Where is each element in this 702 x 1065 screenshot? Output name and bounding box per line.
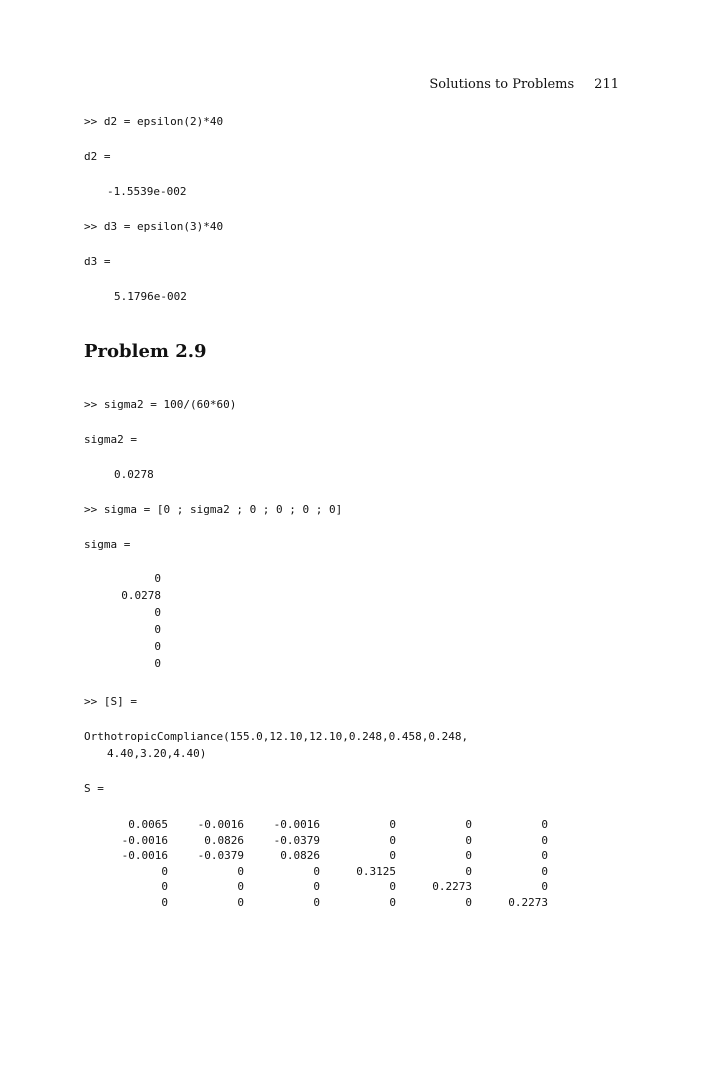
sigma-element: 0: [154, 606, 161, 619]
sigma-element: 0: [154, 640, 161, 653]
matrix-cell: 0: [237, 880, 244, 893]
matrix-cell: 0: [541, 849, 548, 862]
matrix-cell: 0: [389, 849, 396, 862]
matrix-cell: 0: [541, 818, 548, 831]
command-d2: >> d2 = epsilon(2)*40: [84, 115, 224, 128]
d2-value: -1.5539e-002: [107, 185, 187, 198]
matrix-cell: 0: [541, 864, 548, 878]
matrix-cell: 0: [389, 880, 396, 893]
function-call-line-2: 4.40,3.20,4.40): [107, 747, 207, 760]
matrix-row: [92, 833, 548, 849]
matrix-cell: 0: [465, 818, 472, 831]
command-sigma: >> sigma = [0 ; sigma2 ; 0 ; 0 ; 0 ; 0]: [84, 503, 343, 516]
command-d3: >> d3 = epsilon(3)*40: [84, 220, 224, 233]
matrix-cell: 0.0826: [204, 833, 244, 847]
S-label: S =: [84, 782, 104, 795]
page-number: 211: [594, 77, 619, 92]
matrix-cell: 0: [237, 864, 244, 878]
matrix-cell: 0: [313, 864, 320, 878]
matrix-row: [92, 895, 548, 911]
matrix-cell: 0: [541, 880, 548, 893]
matrix-cell: 0: [161, 864, 168, 878]
matrix-cell: 0.0826: [280, 849, 320, 862]
command-S: >> [S] =: [84, 695, 137, 708]
matrix-cell: -0.0016: [197, 818, 244, 831]
matrix-cell: -0.0016: [273, 818, 320, 831]
matrix-cell: 0: [161, 880, 168, 893]
matrix-cell: 0: [541, 833, 548, 847]
matrix-cell: -0.0016: [121, 833, 168, 847]
sigma-element: 0: [154, 657, 161, 670]
matrix-row: [92, 817, 548, 833]
d3-value: 5.1796e-002: [114, 290, 187, 303]
sigma2-value: 0.0278: [114, 468, 154, 481]
d2-label: d2 =: [84, 150, 111, 163]
matrix-cell: 0: [465, 849, 472, 862]
matrix-cell: 0: [161, 895, 168, 909]
matrix-cell: 0.2273: [508, 895, 548, 909]
matrix-cell: 0.2273: [432, 880, 472, 893]
matrix-row: [92, 864, 548, 880]
matrix-cell: 0: [313, 880, 320, 893]
matrix-cell: 0: [237, 895, 244, 909]
matrix-cell: 0: [389, 895, 396, 909]
matrix-cell: 0: [389, 818, 396, 831]
sigma-vector: [84, 570, 161, 672]
matrix-cell: 0: [465, 864, 472, 878]
command-sigma2: >> sigma2 = 100/(60*60): [84, 398, 237, 411]
matrix-cell: 0: [465, 833, 472, 847]
sigma-element: 0: [154, 572, 161, 585]
matrix-cell: -0.0379: [197, 849, 244, 862]
matrix-cell: -0.0016: [121, 849, 168, 862]
matrix-row: [92, 879, 548, 895]
matrix-cell: 0: [313, 895, 320, 909]
sigma-element: 0: [154, 623, 161, 636]
matrix-row: [92, 848, 548, 864]
matrix-cell: 0: [389, 833, 396, 847]
sigma2-label: sigma2 =: [84, 433, 137, 446]
d3-label: d3 =: [84, 255, 111, 268]
running-header: [429, 77, 619, 92]
matrix-cell: 0.0065: [128, 818, 168, 831]
function-call-line-1: OrthotropicCompliance(155.0,12.10,12.10,0.248,0.458,0.248,: [84, 730, 469, 743]
matrix-cell: 0: [465, 895, 472, 909]
matrix-cell: -0.0379: [273, 833, 320, 847]
matrix-cell: 0.3125: [356, 864, 396, 878]
S-matrix: [92, 817, 548, 910]
sigma-label: sigma =: [84, 538, 131, 551]
problem-title: Problem 2.9: [84, 341, 207, 362]
sigma-element: 0.0278: [121, 589, 161, 602]
running-title: Solutions to Problems: [429, 77, 575, 92]
